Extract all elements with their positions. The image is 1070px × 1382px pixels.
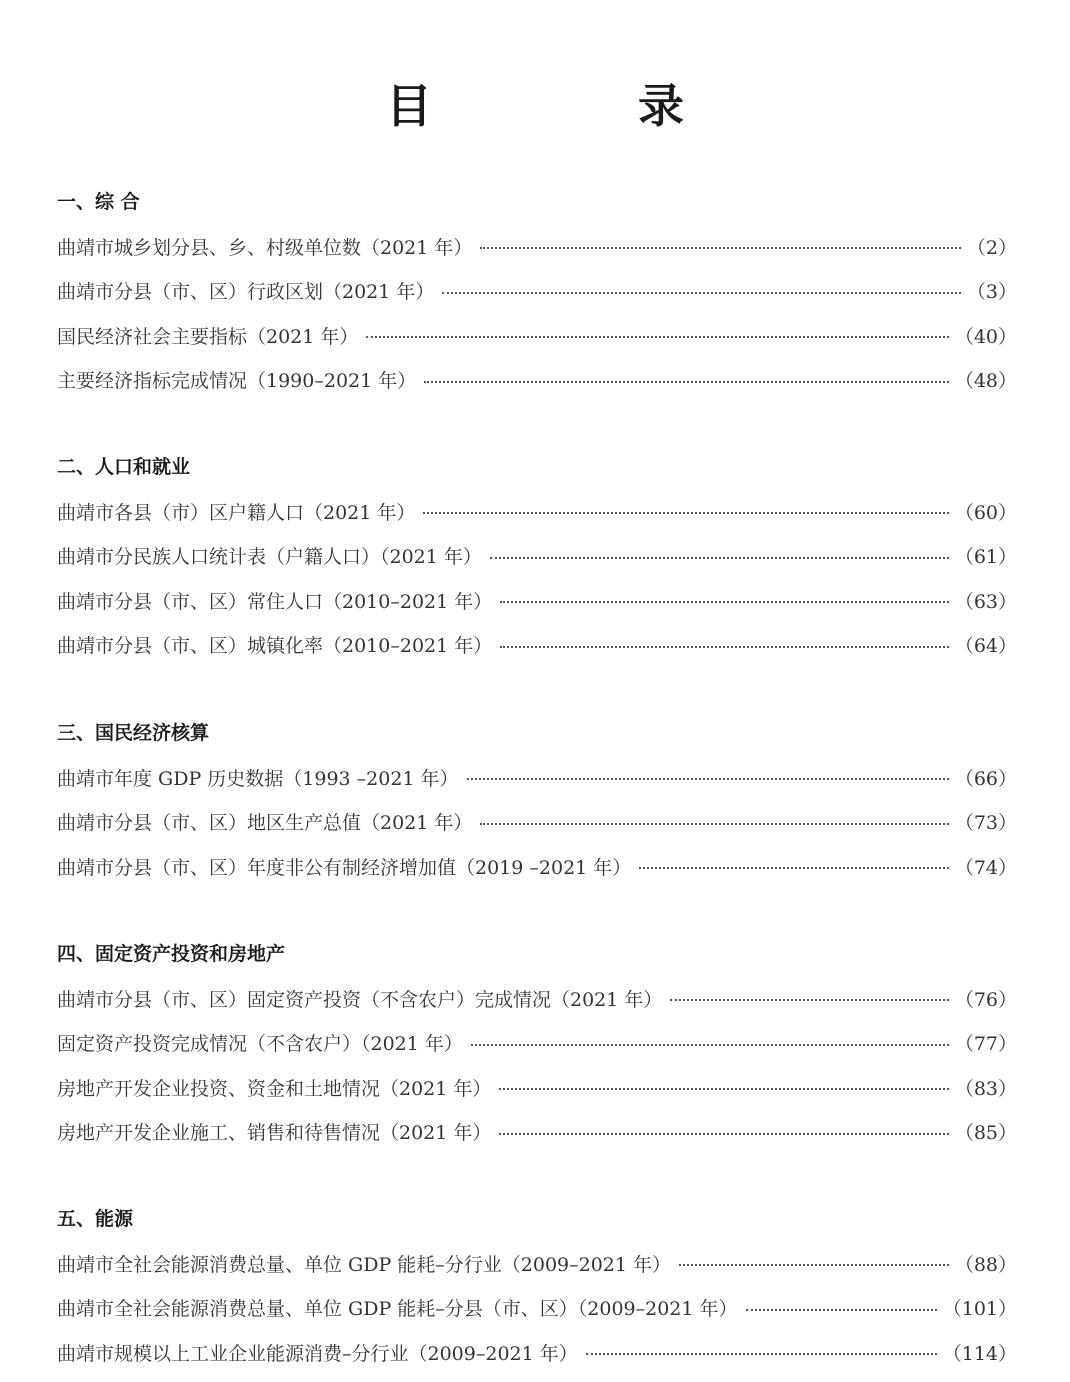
page-number: （61） bbox=[954, 546, 1017, 569]
section-heading: 三、国民经济核算 bbox=[57, 722, 210, 744]
dot-leader bbox=[639, 867, 949, 869]
dot-leader bbox=[480, 247, 961, 249]
entry-title: 曲靖市分县（市、区）地区生产总值（2021 年） bbox=[57, 812, 473, 835]
dot-leader bbox=[424, 381, 949, 383]
page-number: （85） bbox=[954, 1122, 1017, 1145]
entry-title: 曲靖市全社会能源消费总量、单位 GDP 能耗–分行业（2009–2021 年） bbox=[57, 1253, 672, 1276]
entry-title: 曲靖市规模以上工业企业能源消费–分行业（2009–2021 年） bbox=[57, 1342, 578, 1365]
toc-section-energy bbox=[57, 1197, 1017, 1375]
page-number: （114） bbox=[942, 1342, 1017, 1365]
toc-entry[interactable] bbox=[57, 578, 1017, 623]
entry-title: 曲靖市分民族人口统计表（户籍人口）（2021 年） bbox=[57, 546, 482, 569]
toc-entry[interactable] bbox=[57, 534, 1017, 579]
toc-section-general bbox=[57, 180, 1017, 402]
dot-leader bbox=[500, 646, 949, 648]
toc-entry[interactable] bbox=[57, 358, 1017, 403]
page-number: （60） bbox=[954, 501, 1017, 524]
page-number: （66） bbox=[954, 767, 1017, 790]
page-number: （77） bbox=[954, 1033, 1017, 1056]
toc-entry[interactable] bbox=[57, 1110, 1017, 1155]
dot-leader bbox=[480, 823, 948, 825]
page-number: （48） bbox=[954, 370, 1017, 393]
entry-title: 曲靖市分县（市、区）常住人口（2010–2021 年） bbox=[57, 590, 493, 613]
page-number: （88） bbox=[954, 1253, 1017, 1276]
entry-title: 主要经济指标完成情况（1990–2021 年） bbox=[57, 370, 417, 393]
dot-leader bbox=[746, 1309, 937, 1311]
entry-title: 房地产开发企业施工、销售和待售情况（2021 年） bbox=[57, 1122, 492, 1145]
dot-leader bbox=[366, 336, 948, 338]
entry-title: 固定资产投资完成情况（不含农户）（2021 年） bbox=[57, 1033, 463, 1056]
page-number: （3） bbox=[966, 281, 1017, 304]
section-heading: 五、能源 bbox=[57, 1208, 134, 1230]
entry-title: 曲靖市全社会能源消费总量、单位 GDP 能耗–分县（市、区）（2009–2021 年） bbox=[57, 1298, 738, 1321]
page-number: （2） bbox=[966, 236, 1017, 259]
section-heading: 一、综 合 bbox=[57, 191, 140, 213]
toc-entry[interactable] bbox=[57, 313, 1017, 358]
dot-leader bbox=[586, 1353, 937, 1355]
entry-title: 国民经济社会主要指标（2021 年） bbox=[57, 325, 359, 348]
section-heading: 二、人口和就业 bbox=[57, 456, 191, 478]
entry-title: 曲靖市分县（市、区）固定资产投资（不含农户）完成情况（2021 年） bbox=[57, 988, 663, 1011]
page-number: （74） bbox=[954, 856, 1017, 879]
entry-title: 房地产开发企业投资、资金和土地情况（2021 年） bbox=[57, 1077, 492, 1100]
dot-leader bbox=[442, 292, 961, 294]
toc-section-population bbox=[57, 445, 1017, 667]
page-number: （40） bbox=[954, 325, 1017, 348]
entry-title: 曲靖市各县（市）区户籍人口（2021 年） bbox=[57, 501, 416, 524]
toc-entry[interactable] bbox=[57, 1241, 1017, 1286]
dot-leader bbox=[679, 1264, 949, 1266]
entry-title: 曲靖市分县（市、区）城镇化率（2010–2021 年） bbox=[57, 635, 493, 658]
toc-section-national-accounts bbox=[57, 711, 1017, 889]
toc-entry[interactable] bbox=[57, 1286, 1017, 1331]
entry-title: 曲靖市年度 GDP 历史数据（1993 –2021 年） bbox=[57, 767, 459, 790]
toc-entry[interactable] bbox=[57, 489, 1017, 534]
dot-leader bbox=[499, 1133, 948, 1135]
dot-leader bbox=[471, 1044, 949, 1046]
toc-section-investment-real-estate bbox=[57, 932, 1017, 1154]
toc-entry[interactable] bbox=[57, 1021, 1017, 1066]
dot-leader bbox=[670, 999, 948, 1001]
toc-entry[interactable] bbox=[57, 224, 1017, 269]
dot-leader bbox=[500, 601, 949, 603]
entry-title: 曲靖市分县（市、区）行政区划（2021 年） bbox=[57, 281, 435, 304]
toc-entry[interactable] bbox=[57, 1330, 1017, 1375]
section-heading: 四、固定资产投资和房地产 bbox=[57, 943, 286, 965]
entry-title: 曲靖市城乡划分县、乡、村级单位数（2021 年） bbox=[57, 236, 473, 259]
toc-entry[interactable] bbox=[57, 755, 1017, 800]
toc-entry[interactable] bbox=[57, 976, 1017, 1021]
page-number: （63） bbox=[954, 590, 1017, 613]
entry-title: 曲靖市分县（市、区）年度非公有制经济增加值（2019 –2021 年） bbox=[57, 856, 632, 879]
page-number: （73） bbox=[954, 812, 1017, 835]
dot-leader bbox=[490, 557, 949, 559]
toc-entry[interactable] bbox=[57, 800, 1017, 845]
toc-entry[interactable] bbox=[57, 623, 1017, 668]
toc-entry[interactable] bbox=[57, 269, 1017, 314]
toc-entry[interactable] bbox=[57, 844, 1017, 889]
dot-leader bbox=[423, 512, 948, 514]
page-number: （76） bbox=[954, 988, 1017, 1011]
page-number: （101） bbox=[942, 1298, 1017, 1321]
page-title: 目 录 bbox=[386, 79, 764, 133]
page-number: （83） bbox=[954, 1077, 1017, 1100]
dot-leader bbox=[499, 1088, 948, 1090]
dot-leader bbox=[467, 778, 949, 780]
page-number: （64） bbox=[954, 635, 1017, 658]
toc-entry[interactable] bbox=[57, 1065, 1017, 1110]
